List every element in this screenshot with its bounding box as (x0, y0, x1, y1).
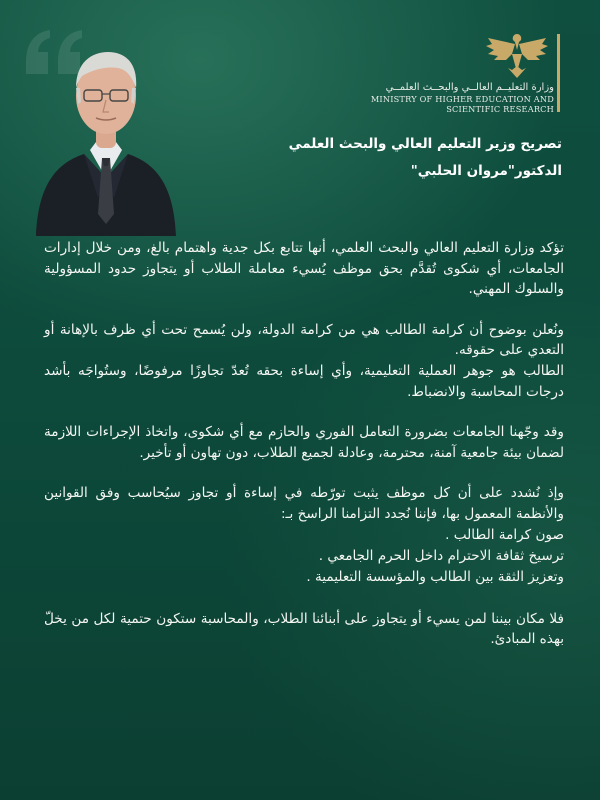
commitments-list (44, 525, 564, 588)
gold-divider (557, 34, 560, 112)
list-item: ترسيخ ثقافة الاحترام داخل الحرم الجامعي . (44, 546, 564, 567)
minister-name: الدكتور"مروان الحلبي" (410, 163, 562, 179)
paragraph-3: وقد وجّهنا الجامعات بضرورة التعامل الفوري والحازم مع أي شكوى، واتخاذ الإجراءات اللازمة لضمان بيئة جامعية آمنة، محترمة، وعادلة لجميع الطلاب، دون تهاون أو تأخير. (44, 424, 564, 461)
paragraph-5: فلا مكان بيننا لمن يسيء أو يتجاوز على أبنائنا الطلاب، والمحاسبة ستكون حتمية لكل من يخلّ بهذه المبادئ. (44, 610, 564, 648)
list-item: وتعزيز الثقة بين الطالب والمؤسسة التعليمية . (44, 567, 564, 588)
ministry-name (354, 82, 554, 114)
paragraph-1: تؤكد وزارة التعليم العالي والبحث العلمي، أنها تتابع بكل جدية واهتمام بالغ، ومن خلال إدارات الجامعات، أي شكوى تُقدَّم بحق موظف يُسيء معاملة الطلاب أو يتجاوز حدود المسؤولية والسلوك المهني. (44, 240, 564, 298)
ministry-name-en-2: SCIENTIFIC RESEARCH (446, 104, 554, 114)
statement-body (44, 238, 564, 670)
paragraph-4: وإذ نُشدد على أن كل موظف يثبت تورّطه في إساءة أو تجاوز سيُحاسب وفق القوانين والأنظمة المعمول بها، فإننا نُجدد التزامنا الراسخ بـ: (44, 485, 564, 522)
list-item: صون كرامة الطالب . (44, 525, 564, 546)
eagle-emblem-icon (482, 28, 552, 80)
ministry-name-ar: وزارة التعليــم العالــي والبحــث العلمــي (385, 82, 554, 93)
ministry-name-en-1: MINISTRY OF HIGHER EDUCATION AND (370, 94, 554, 104)
paragraph-2a: ونُعلن بوضوح أن كرامة الطالب هي من كرامة الدولة، ولن يُسمح تحت أي ظرف بالإهانة أو التعدي على حقوقه. (44, 321, 564, 359)
minister-portrait (32, 38, 180, 236)
statement-title: تصريح وزير التعليم العالي والبحث العلمي (288, 136, 562, 152)
paragraph-2b: الطالب هو جوهر العملية التعليمية، وأي إساءة بحقه تُعدّ تجاوزًا مرفوضًا، وستُواجَه بأشد درجات المحاسبة والانضباط. (44, 362, 564, 400)
